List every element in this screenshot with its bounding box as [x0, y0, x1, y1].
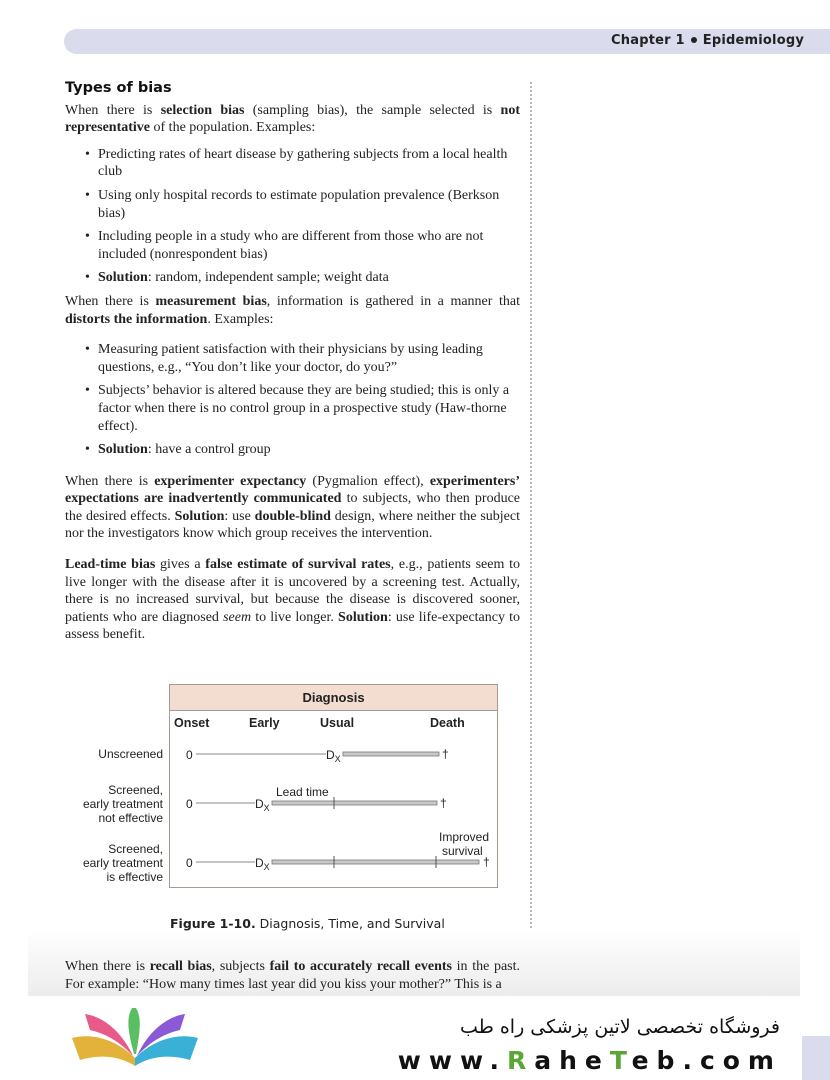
dx-label: $D_X$	[255, 797, 270, 813]
list-item: • Measuring patient satisfaction with their physicians by using leading questions, e.g., “You don’t like your doctor, do you?”	[65, 341, 520, 376]
list-item: • Predicting rates of heart disease by gathering subjects from a local health club	[65, 146, 520, 181]
chapter-header	[611, 33, 804, 48]
solution-text: : random, independent sample; weight data	[147, 270, 389, 286]
timeline-diagram	[63, 684, 503, 888]
column-label-death: Death	[430, 716, 465, 730]
dx-label: $D_X$	[255, 856, 270, 872]
survival-bar	[343, 752, 439, 756]
chapter-number: Chapter 1	[611, 33, 685, 48]
row-label-unscreened: Unscreened	[98, 747, 163, 761]
column-divider	[530, 82, 532, 996]
list-item-solution	[65, 269, 520, 287]
list-item-solution	[65, 441, 520, 459]
recall-bias-paragraph: When there is recall bias, subjects fail to accurately recall events in the past. For example: “How many times last year did you kiss your mother?” This is a	[65, 959, 521, 992]
survival-bar	[272, 801, 437, 805]
list-item: • Subjects’ behavior is altered because they are being studied; this is only a factor when there is no control group in a prospective study (Haw-thorne effect).	[65, 382, 520, 435]
row-label-screened-effective: Screened, early treatment is effective	[82, 842, 163, 884]
caption-text: Diagnosis, Time, and Survival	[255, 916, 445, 931]
zero-label: 0	[186, 748, 193, 762]
lead-time-label: Lead time	[276, 785, 329, 799]
solution-text: : have a control group	[147, 442, 271, 458]
chapter-header-bar	[64, 29, 830, 54]
measurement-bias-list	[65, 341, 520, 459]
row-label-screened-not-effective: Screened, early treatment not effective	[82, 783, 163, 825]
store-url: www.RaheTeb.com	[397, 1046, 782, 1075]
selection-bias-intro: When there is selection bias (sampling bias), the sample selected is not representative of the population. Examples:	[65, 102, 520, 136]
list-item: • Including people in a study who are different from those who are not included (nonrespondent bias)	[65, 228, 520, 263]
watermark-footer	[0, 996, 830, 1080]
zero-label: 0	[186, 856, 193, 870]
figure-header: Diagnosis	[170, 685, 497, 711]
column-label-early: Early	[249, 716, 280, 730]
column-label-usual: Usual	[320, 716, 355, 730]
measurement-bias-intro: When there is measurement bias, information is gathered in a manner that distorts the information. Examples:	[65, 293, 520, 327]
list-item: • Using only hospital records to estimate population prevalence (Berkson bias)	[65, 187, 520, 222]
experimenter-expectancy-paragraph: When there is experimenter expectancy (Pygmalion effect), experimenters’ expectations are inadvertently communicated to subjects, who then produce the desired effects. Solution: use double-blind design, where neither the subject nor the investigators know which group receives the intervention.	[65, 473, 521, 542]
column-label-onset: Onset	[174, 716, 210, 730]
survival-bar	[272, 860, 479, 864]
book-logo-icon	[70, 1008, 200, 1068]
chapter-title: Epidemiology	[702, 33, 804, 48]
dagger-icon: †	[442, 747, 449, 761]
figure-diagnosis-time-survival	[63, 684, 503, 888]
improved-survival-label: Improved survival	[439, 830, 490, 858]
page-edge-tab	[802, 1036, 830, 1080]
zero-label: 0	[186, 797, 193, 811]
caption-label: Figure 1-10.	[170, 916, 256, 931]
figure-caption	[170, 916, 445, 931]
bullet-dot-icon	[691, 37, 697, 43]
store-name-persian: فروشگاه تخصصی لاتین پزشکی راه طب	[460, 1016, 780, 1038]
dagger-icon: †	[483, 855, 490, 869]
main-text-column	[65, 80, 520, 644]
solution-label: Solution	[98, 442, 148, 458]
solution-label: Solution	[98, 270, 148, 286]
section-title: Types of bias	[65, 80, 172, 96]
selection-bias-list	[65, 146, 520, 287]
dx-label: $D_X$	[326, 748, 341, 764]
lead-time-bias-paragraph: Lead-time bias gives a false estimate of survival rates, e.g., patients seem to live longer with the disease after it is uncovered by a screening test. Actually, there is no increased survival, but because the disease is discovered sooner, patients who are diagnosed seem to live longer. Solution: use life-expectancy to assess benefit.	[65, 557, 521, 643]
dagger-icon: †	[440, 796, 447, 810]
